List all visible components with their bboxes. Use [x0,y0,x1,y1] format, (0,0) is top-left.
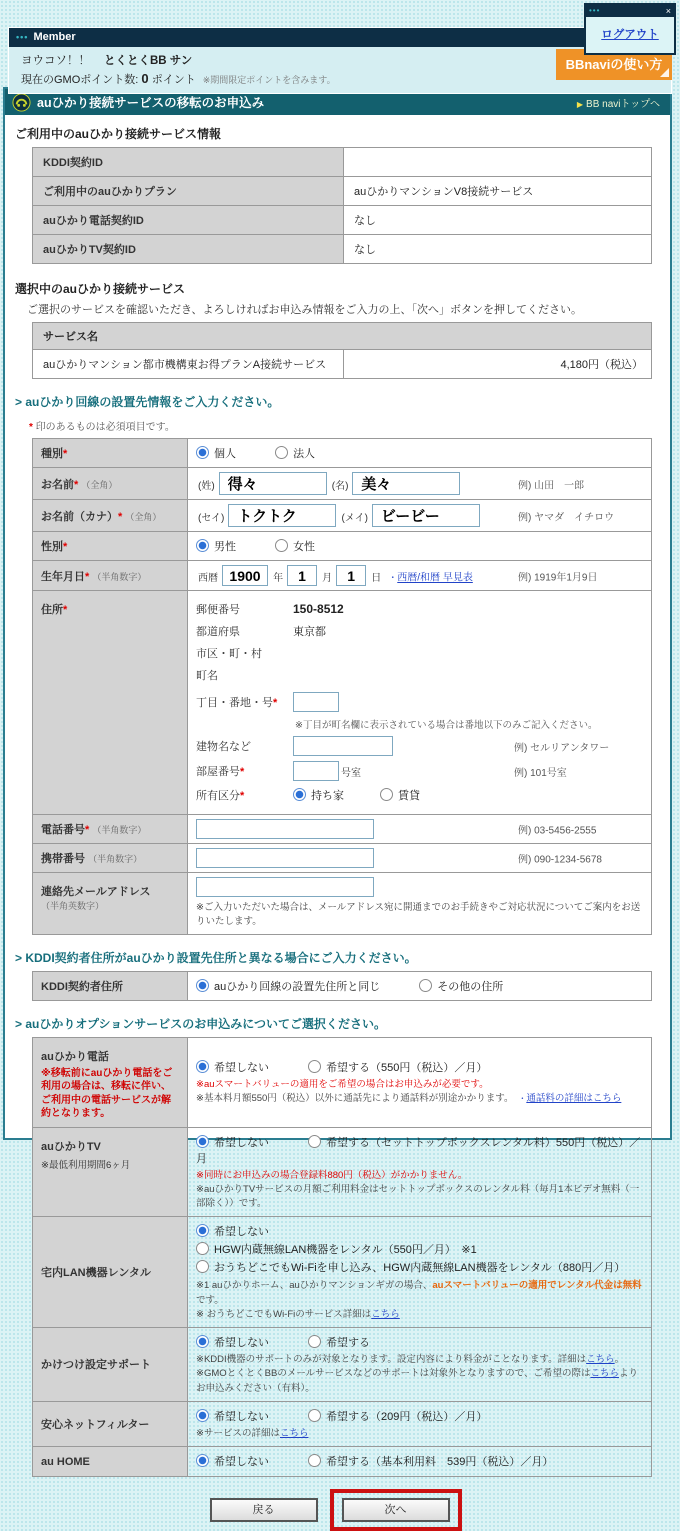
name-example: 例) 山田 一郎 [518,480,585,491]
radio-auhome-yes[interactable] [308,1454,321,1467]
radio-tv-yes[interactable] [308,1135,321,1148]
radio-label[interactable]: 個人 [214,448,236,460]
radio-label[interactable]: 希望しない [214,1136,269,1149]
era-chart-link[interactable]: 西暦/和暦 早見表 [397,572,473,584]
era-label: 西暦 [198,572,218,584]
selected-service-table [32,322,652,379]
bbnavi-guide-button[interactable]: BBnaviの使い方 [556,49,672,80]
hikari-phone-warning: ※移転前にauひかり電話をご利用の場合は、移転に伴い、ご利用中の電話サービスが解約となります。 [41,1067,173,1119]
town-label: 町名 [196,669,218,682]
form-row-kddi-address: KDDI契約者住所 auひかり回線の設置先住所と同じ その他の住所 [33,971,652,1000]
option-row-net-filter: 安心ネットフィルター 希望しない 希望する（209円（税込）／月） ※サービスの詳細はこちら [33,1401,652,1446]
form-row-mobile: 携帯番号 （半角数字） 例) 090-1234-5678 [33,844,652,873]
radio-label[interactable]: auひかり回線の設置先住所と同じ [214,980,381,993]
building-input[interactable] [293,736,393,756]
pref-value: 東京都 [293,625,326,638]
row-value [344,148,652,177]
first-name-input[interactable] [352,472,460,495]
install-section-heading: > auひかり回線の設置先情報をご入力ください。 [15,395,280,409]
option-row-hikari-phone: auひかり電話 ※移転前にauひかり電話をご利用の場合は、移転に伴い、ご利用中の電話サービスが解約となります。 希望しない 希望する（550円（税込）／月） ※auスマートバリューの適用をご希望の場合はお申込みが必要です。 ※基本料月額550円（税込）以外に通話先により通話料が別途かかります。 ・通話料の詳細はこちら [33,1037,652,1127]
birthday-example: 例) 1919年1月9日 [518,572,598,583]
tv-note: ※auひかりTVサービスの月額ご利用料金はセットトップボックスのレンタル料（毎月1本ビデオ無料（一部除く））です。 [196,1183,640,1209]
column-header: サービス名 [33,323,652,350]
selected-service-heading: 選択中のauひかり接続サービス [15,282,186,296]
form-row-birthday: 生年月日* （半角数字） 西暦1900 年1 月1 日 ・西暦/和暦 早見表 例) 1919年1月9日 [33,561,652,591]
radio-filter-no[interactable] [196,1409,209,1422]
logout-window [584,3,676,55]
install-form-table [32,438,652,935]
table-header-row [33,323,652,350]
table-row [33,206,652,235]
row-label: KDDI契約ID [33,148,344,177]
bbnavi-logo-icon [12,93,31,112]
options-table [32,1037,652,1478]
points-value: 0 [141,71,149,86]
greeting-text: ヨウコソ！！ [21,55,90,67]
radio-auhome-no[interactable] [196,1454,209,1467]
radio-label[interactable]: 希望しない [214,1226,269,1239]
radio-lan-hgw[interactable] [196,1242,209,1255]
username-text: とくとくBB サン [104,55,193,67]
option-row-lan-rental: 宅内LAN機器レンタル 希望しない HGW内蔵無線LAN機器をレンタル（550円／月） ※1 おうちどこでもWi-Fiを申し込み、HGW内蔵無線LAN機器をレンタル（880円／月） ※1 auひかりホーム、auひかりマンションギガの場合、auスマートバリューの適用でレンタル代金は無料です。 ※ おうちどこでもWi-Fiのサービス詳細はこちら [33,1217,652,1328]
form-row-kana: お名前（カナ）* （全角） (セイ)トクトク (メイ)ビービー 例) ヤマダ イチロウ [33,500,652,532]
room-unit: 号室 [341,767,361,779]
radio-label[interactable]: 希望する（209円（税込）／月） [326,1410,488,1423]
radio-label[interactable]: 希望する（セットトップボックスレンタル料）550円（税込）／月 [196,1136,641,1165]
points-note: ※期間限定ポイントを含みます。 [202,75,336,85]
radio-other-address[interactable] [419,979,432,992]
radio-label[interactable]: おうちどこでもWi-Fiを申し込み、HGW内蔵無線LAN機器をレンタル（880円／月） [214,1262,626,1275]
points-label: 現在のGMOポイント数: [21,74,139,86]
table-row [33,148,652,177]
birth-year-input[interactable] [222,565,268,586]
radio-label[interactable]: 希望しない [214,1337,269,1349]
sei-label: (姓) [198,481,215,492]
kddi-address-table [32,971,652,1001]
selected-service-description: ご選択のサービスを確認いただき、よろしければお申込み情報をご入力の上、「次へ」ボタンを押してください。 [27,304,583,316]
phone-note-red: ※auスマートバリューの適用をご希望の場合はお申込みが必要です。 [196,1078,489,1090]
footer-buttons [13,1489,658,1531]
arrow-right-icon: ▶ [576,99,584,109]
form-row-email: 連絡先メールアドレス （半角英数字） ※ご入力いただいた場合は、メールアドレス宛に開通までのお手続きやご対応状況についてご案内をお送りいたします。 [33,873,652,935]
room-input[interactable] [293,761,339,781]
mobile-input[interactable] [196,848,374,868]
last-name-kana-input[interactable] [228,504,336,527]
radio-label[interactable]: 希望しない [214,1061,269,1074]
logout-link[interactable]: ログアウト [601,29,659,41]
bullet: ・ [388,572,398,583]
form-row-phone: 電話番号* （半角数字） 例) 03-5456-2555 [33,815,652,844]
radio-lan-wifi[interactable] [196,1260,209,1273]
radio-rental[interactable] [380,788,393,801]
row-value: なし [344,235,652,264]
sei-kana-label: (セイ) [198,513,225,524]
table-row [33,350,652,379]
kana-example: 例) ヤマダ イチロウ [518,512,615,523]
logout-window-titlebar [586,5,674,17]
mei-kana-label: (メイ) [341,513,368,524]
radio-gender-female[interactable] [275,539,288,552]
radio-phone-yes[interactable] [308,1060,321,1073]
current-service-table [32,147,652,264]
mobile-example: 例) 090-1234-5678 [518,854,602,866]
main-content [3,87,672,1516]
radio-own-house[interactable] [293,788,306,801]
birth-day-input[interactable] [336,565,366,586]
zip-label: 郵便番号 [196,603,240,616]
page-title: auひかり接続サービスの移転のお申込み [37,96,265,110]
radio-label[interactable]: 希望する [326,1337,371,1349]
zip-value: 150-8512 [293,601,344,616]
radio-label[interactable]: 男性 [214,541,236,553]
phone-input[interactable] [196,819,374,839]
row-value: なし [344,206,652,235]
radio-same-address[interactable] [196,979,209,992]
row-label: ご利用中のauひかりプラン [33,177,344,206]
next-button-highlight [330,1489,462,1531]
radio-label[interactable]: 持ち家 [311,789,344,802]
radio-label[interactable]: 希望しない [214,1456,269,1468]
row-label: auひかりTV契約ID [33,235,344,264]
month-unit: 月 [322,572,333,584]
form-row-type: 種別* 個人 法人 [33,439,652,468]
radio-phone-no[interactable] [196,1060,209,1073]
email-input[interactable] [196,877,374,897]
mei-label: (名) [331,481,349,492]
room-example: 例) 101号室 [514,767,567,779]
radio-support-no[interactable] [196,1335,209,1348]
banchi-note: ※丁目が町名欄に表示されている場合は番地以下のみご記入ください。 [295,720,598,731]
radio-tv-no[interactable] [196,1135,209,1148]
radio-filter-yes[interactable] [308,1409,321,1422]
member-dots-icon: ••• [16,32,29,42]
support-detail-link[interactable]: こちら [586,1354,615,1365]
building-example: 例) セルリアンタワー [514,742,610,754]
radio-label[interactable]: 希望する（550円（税込）／月） [326,1061,488,1074]
next-button[interactable]: 次へ [342,1498,450,1522]
kddi-section-heading: > KDDI契約者住所がauひかり設置先住所と異なる場合にご入力ください。 [15,950,417,965]
radio-label[interactable]: 法人 [293,448,316,460]
banchi-label: 丁目・番地・号 [196,697,273,709]
form-row-name: お名前* （全角） (姓)得々 (名)美々 例) 山田 一郎 [33,468,652,500]
building-label: 建物名など [196,741,251,753]
member-bar-label: Member [33,31,76,43]
bbnavi-top-link[interactable]: ▶ BB naviトップへ [576,98,660,110]
current-service-heading: ご利用中のauひかり接続サービス情報 [15,127,222,141]
radio-label[interactable]: 賃貸 [398,789,420,802]
radio-label[interactable]: 希望しない [214,1410,269,1423]
year-unit: 年 [273,572,284,584]
radio-label[interactable]: 希望する（基本利用料 539円（税込）／月） [326,1456,554,1468]
radio-type-corporate[interactable] [275,446,288,459]
radio-label[interactable]: HGW内蔵無線LAN機器をレンタル（550円／月） ※1 [214,1244,477,1257]
wifi-detail-link[interactable]: こちら [371,1308,400,1320]
day-unit: 日 [371,572,382,584]
ownership-label: 所有区分 [196,789,240,802]
email-note: ※ご入力いただいた場合は、メールアドレス宛に開通までのお手続きやご対応状況についてご案内をお送りいたします。 [196,902,641,928]
support-apply-link[interactable]: こちら [590,1368,619,1380]
options-section-heading: > auひかりオプションサービスのお申込みについてご選択ください。 [15,1016,387,1031]
pref-label: 都道府県 [196,625,240,638]
points-unit: ポイント [151,74,196,86]
radio-gender-male[interactable] [196,539,209,552]
radio-label[interactable]: 女性 [293,541,316,553]
back-button[interactable]: 戻る [210,1498,318,1522]
row-value: auひかりマンションV8接続サービス [344,177,652,206]
birth-month-input[interactable] [287,565,317,586]
smart-value-emphasis: auスマートバリューの適用でレンタル代金は無料 [432,1280,642,1292]
member-bar [9,28,671,47]
form-row-gender: 性別* 男性 女性 [33,532,652,561]
radio-lan-no[interactable] [196,1224,209,1237]
required-asterisk: * [29,422,33,433]
table-row [33,177,652,206]
option-row-support: かけつけ設定サポート 希望しない 希望する ※KDDI機器のサポートのみが対象となります。設定内容により料金がことなります。詳細はこちら。 ※GMOとくとくBBのメールサービスなどのサポートは対象外となりますので、ご希望の際はこちらよりお申込みください（有料）。 [33,1328,652,1402]
form-row-address: 住所* 郵便番号 150-8512 都道府県 東京都 市区・町・村 町名 丁目・番地・号* ※丁目が町名欄に表示されている場合は番地以下のみご記入ください。 建物名など 例) セルリアンタワー 部屋番号* 号室 例) 101号室 所有区分* 持ち家 賃貸 [33,591,652,815]
window-dots-icon: ••• [589,6,601,15]
city-label: 市区・町・村 [196,647,262,660]
radio-support-yes[interactable] [308,1335,321,1348]
radio-type-individual[interactable] [196,446,209,459]
tv-note-red: ※同時にお申込みの場合登録料880円（税込）がかかりません。 [196,1169,468,1181]
radio-label[interactable]: その他の住所 [437,980,504,993]
required-note: * 印のあるものは必須項目です。 [29,422,175,433]
banchi-input[interactable] [293,692,339,712]
tv-min-period-note: ※最低利用期間6ヶ月 [41,1159,131,1171]
first-name-kana-input[interactable] [372,504,480,527]
service-name: auひかりマンション都市機構東お得プランA接続サービス [33,350,344,379]
row-label: auひかり電話契約ID [33,206,344,235]
phone-example: 例) 03-5456-2555 [518,825,597,837]
close-icon[interactable]: × [665,6,671,16]
table-row [33,235,652,264]
service-price: 4,180円（税込） [344,350,652,379]
option-row-au-home: au HOME 希望しない 希望する（基本利用料 539円（税込）／月） [33,1447,652,1477]
option-row-hikari-tv: auひかりTV ※最低利用期間6ヶ月 希望しない 希望する（セットトップボックスレンタル料）550円（税込）／月 ※同時にお申込みの場合登録料880円（税込）がかかりません。 ※auひかりTVサービスの月額ご利用料金はセットトップボックスのレンタル料（毎月1本ビデオ無料（一部除く））です。 [33,1127,652,1217]
room-label: 部屋番号 [196,766,240,778]
filter-detail-link[interactable]: こちら [279,1427,309,1439]
last-name-input[interactable] [219,472,327,495]
call-rate-link[interactable]: 通話料の詳細はこちら [526,1093,622,1104]
